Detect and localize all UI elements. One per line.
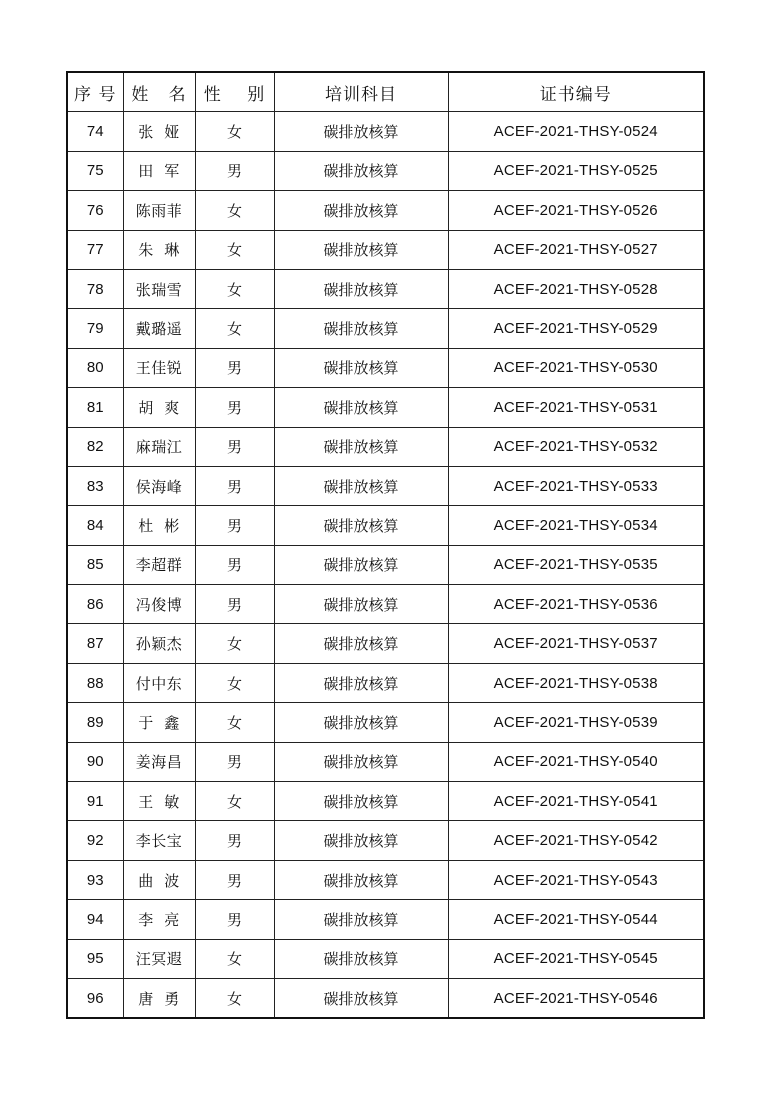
serial-number-cell: 85 [67,545,123,584]
table-row [67,703,704,742]
training-subject-cell: 碳排放核算 [274,112,448,151]
gender-cell: 男 [195,545,274,584]
name-cell: 王佳锐 [123,348,195,387]
certificate-number-cell: ACEF-2021-THSY-0545 [448,939,704,978]
gender-cell: 男 [195,742,274,781]
training-subject-cell: 碳排放核算 [274,978,448,1018]
serial-number-cell: 76 [67,191,123,230]
certificate-number-cell: ACEF-2021-THSY-0525 [448,151,704,190]
name-cell: 胡 爽 [123,388,195,427]
certificate-number-cell: ACEF-2021-THSY-0532 [448,427,704,466]
gender-cell: 女 [195,703,274,742]
training-subject-cell: 碳排放核算 [274,939,448,978]
gender-cell: 女 [195,269,274,308]
training-subject-cell: 碳排放核算 [274,585,448,624]
table-row [67,742,704,781]
table-row [67,939,704,978]
certificate-number-cell: ACEF-2021-THSY-0527 [448,230,704,269]
certificate-number-cell: ACEF-2021-THSY-0542 [448,821,704,860]
gender-cell: 男 [195,151,274,190]
table-row [67,860,704,899]
serial-number-cell: 92 [67,821,123,860]
training-subject-cell: 碳排放核算 [274,151,448,190]
name-cell: 唐 勇 [123,978,195,1018]
serial-number-cell: 83 [67,466,123,505]
training-subject-cell: 碳排放核算 [274,348,448,387]
gender-cell: 男 [195,388,274,427]
serial-number-cell: 86 [67,585,123,624]
name-cell: 戴璐遥 [123,309,195,348]
certificate-number-cell: ACEF-2021-THSY-0540 [448,742,704,781]
gender-cell: 男 [195,427,274,466]
serial-number-cell: 78 [67,269,123,308]
table-header [67,72,704,112]
name-cell: 李长宝 [123,821,195,860]
training-subject-cell: 碳排放核算 [274,427,448,466]
name-cell: 侯海峰 [123,466,195,505]
serial-number-cell: 94 [67,900,123,939]
certificate-number-cell: ACEF-2021-THSY-0524 [448,112,704,151]
gender-cell: 男 [195,506,274,545]
training-subject-cell: 碳排放核算 [274,506,448,545]
serial-number-cell: 79 [67,309,123,348]
certificate-number-cell: ACEF-2021-THSY-0526 [448,191,704,230]
certificate-number-cell: ACEF-2021-THSY-0543 [448,860,704,899]
name-cell: 付中东 [123,663,195,702]
gender-cell: 女 [195,624,274,663]
certificate-number-cell: ACEF-2021-THSY-0529 [448,309,704,348]
table-row [67,900,704,939]
certificate-number-cell: ACEF-2021-THSY-0539 [448,703,704,742]
serial-number-cell: 75 [67,151,123,190]
training-subject-cell: 碳排放核算 [274,230,448,269]
table-row [67,112,704,151]
table-row [67,663,704,702]
gender-cell: 男 [195,466,274,505]
training-subject-cell: 碳排放核算 [274,782,448,821]
training-subject-cell: 碳排放核算 [274,388,448,427]
table-row [67,506,704,545]
certificate-number-cell: ACEF-2021-THSY-0541 [448,782,704,821]
serial-number-cell: 82 [67,427,123,466]
header-training-subject: 培训科目 [274,72,448,112]
serial-number-cell: 95 [67,939,123,978]
gender-cell: 女 [195,230,274,269]
serial-number-cell: 77 [67,230,123,269]
name-cell: 孙颖杰 [123,624,195,663]
certificate-number-cell: ACEF-2021-THSY-0531 [448,388,704,427]
table-body [67,112,704,1018]
table-row [67,388,704,427]
certificate-number-cell: ACEF-2021-THSY-0530 [448,348,704,387]
header-serial-number: 序 号 [67,72,123,112]
table-row [67,466,704,505]
name-cell: 麻瑞江 [123,427,195,466]
serial-number-cell: 96 [67,978,123,1018]
certificate-number-cell: ACEF-2021-THSY-0528 [448,269,704,308]
table-row [67,309,704,348]
serial-number-cell: 80 [67,348,123,387]
table-row [67,191,704,230]
serial-number-cell: 74 [67,112,123,151]
certificate-number-cell: ACEF-2021-THSY-0536 [448,585,704,624]
header-gender: 性 别 [195,72,274,112]
gender-cell: 男 [195,860,274,899]
table-row [67,269,704,308]
training-subject-cell: 碳排放核算 [274,191,448,230]
training-subject-cell: 碳排放核算 [274,860,448,899]
name-cell: 姜海昌 [123,742,195,781]
training-subject-cell: 碳排放核算 [274,900,448,939]
serial-number-cell: 84 [67,506,123,545]
certificate-number-cell: ACEF-2021-THSY-0544 [448,900,704,939]
table-row [67,624,704,663]
name-cell: 朱 琳 [123,230,195,269]
serial-number-cell: 81 [67,388,123,427]
table-row [67,348,704,387]
training-subject-cell: 碳排放核算 [274,269,448,308]
serial-number-cell: 89 [67,703,123,742]
name-cell: 于 鑫 [123,703,195,742]
name-cell: 杜 彬 [123,506,195,545]
certificate-number-cell: ACEF-2021-THSY-0538 [448,663,704,702]
name-cell: 陈雨菲 [123,191,195,230]
table-row [67,782,704,821]
name-cell: 曲 波 [123,860,195,899]
training-subject-cell: 碳排放核算 [274,624,448,663]
name-cell: 李超群 [123,545,195,584]
table-row [67,151,704,190]
serial-number-cell: 93 [67,860,123,899]
gender-cell: 女 [195,939,274,978]
gender-cell: 女 [195,112,274,151]
certificate-number-cell: ACEF-2021-THSY-0533 [448,466,704,505]
certificate-number-cell: ACEF-2021-THSY-0537 [448,624,704,663]
certificate-number-cell: ACEF-2021-THSY-0546 [448,978,704,1018]
table-row [67,978,704,1018]
gender-cell: 女 [195,663,274,702]
name-cell: 张瑞雪 [123,269,195,308]
name-cell: 田 军 [123,151,195,190]
training-subject-cell: 碳排放核算 [274,309,448,348]
certificate-number-cell: ACEF-2021-THSY-0535 [448,545,704,584]
gender-cell: 男 [195,348,274,387]
gender-cell: 男 [195,821,274,860]
training-subject-cell: 碳排放核算 [274,821,448,860]
name-cell: 汪冥遐 [123,939,195,978]
gender-cell: 男 [195,900,274,939]
table-row [67,821,704,860]
certificate-number-cell: ACEF-2021-THSY-0534 [448,506,704,545]
name-cell: 王 敏 [123,782,195,821]
gender-cell: 女 [195,191,274,230]
serial-number-cell: 91 [67,782,123,821]
header-row [67,72,704,112]
training-subject-cell: 碳排放核算 [274,703,448,742]
header-certificate-number: 证书编号 [448,72,704,112]
training-subject-cell: 碳排放核算 [274,545,448,584]
certificate-roster-table [66,71,705,1019]
training-subject-cell: 碳排放核算 [274,663,448,702]
training-subject-cell: 碳排放核算 [274,742,448,781]
name-cell: 李 亮 [123,900,195,939]
table-row [67,230,704,269]
table-row [67,545,704,584]
name-cell: 张 娅 [123,112,195,151]
table-row [67,427,704,466]
table-row [67,585,704,624]
serial-number-cell: 90 [67,742,123,781]
gender-cell: 女 [195,309,274,348]
gender-cell: 女 [195,978,274,1018]
name-cell: 冯俊博 [123,585,195,624]
gender-cell: 女 [195,782,274,821]
serial-number-cell: 87 [67,624,123,663]
training-subject-cell: 碳排放核算 [274,466,448,505]
header-name: 姓 名 [123,72,195,112]
serial-number-cell: 88 [67,663,123,702]
gender-cell: 男 [195,585,274,624]
